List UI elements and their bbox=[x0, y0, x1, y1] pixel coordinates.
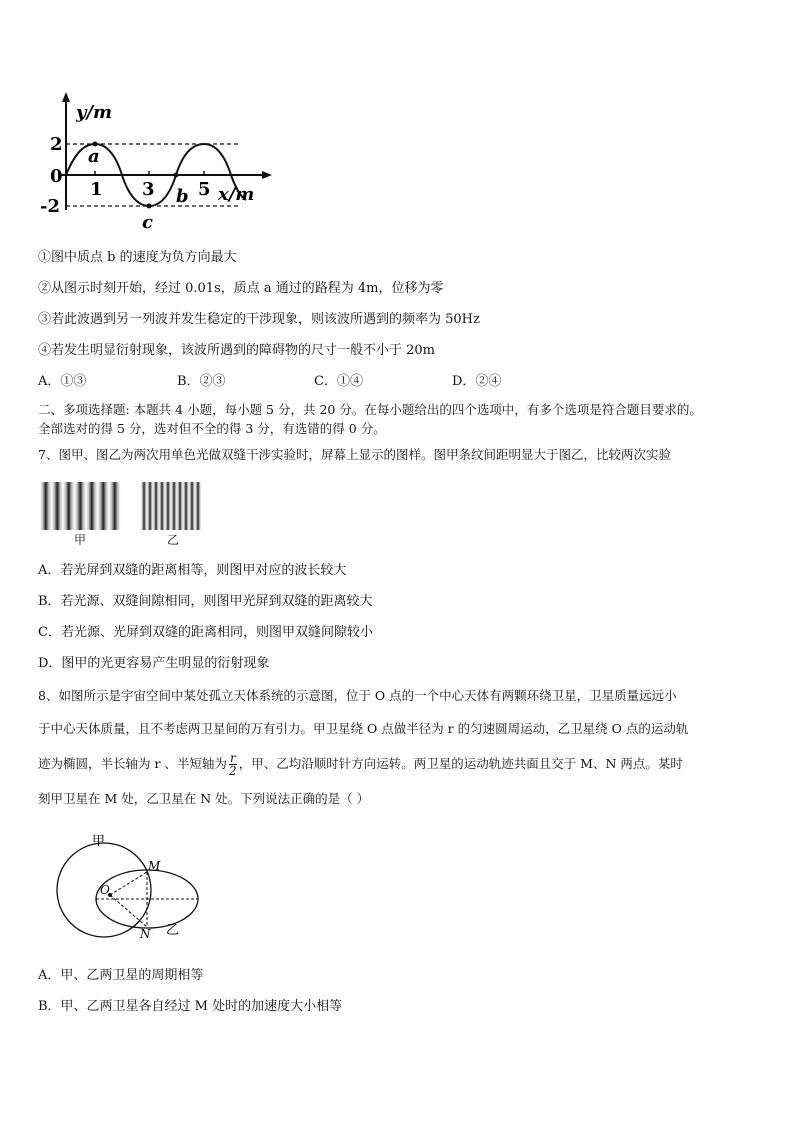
q8-option-b: B．甲、乙两卫星各自经过 M 处时的加速度大小相等 bbox=[38, 999, 343, 1014]
q6-statement-1: ①图中质点 b 的速度为负方向最大 bbox=[38, 250, 237, 265]
wave-figure bbox=[36, 92, 276, 232]
q6-option-b: B．②③ bbox=[177, 374, 226, 389]
y-tick-label-neg2: -2 bbox=[40, 196, 60, 217]
point-b-dot bbox=[174, 173, 179, 178]
point-b-label: b bbox=[176, 186, 189, 207]
y-axis-arrow bbox=[62, 92, 70, 102]
q6-statement-3: ③若此波遇到另一列波并发生稳定的干涉现象，则该波所遇到的频率为 50Hz bbox=[38, 312, 480, 327]
q8-stem-line3-part1: 迹为椭圆，半长轴为 r 、半短轴为 bbox=[38, 756, 227, 771]
point-c-dot bbox=[147, 204, 152, 209]
q8-stem-line3-part2: ，甲、乙均沿顺时针方向运转。两卫星的运动轨迹共面且交于 M、N 两点。某时 bbox=[238, 756, 683, 771]
q7-option-b: B．若光源、双缝间隙相同，则图甲光屏到双缝的距离较大 bbox=[38, 594, 373, 609]
fraction-denominator: 2 bbox=[228, 764, 237, 778]
point-N-label: N bbox=[140, 927, 151, 941]
y-tick-label-2: 2 bbox=[50, 134, 63, 155]
point-a-label: a bbox=[88, 146, 100, 167]
y-axis-label: y/m bbox=[76, 102, 113, 123]
x-axis-arrow bbox=[262, 171, 272, 179]
x-tick-label-5: 5 bbox=[198, 179, 211, 200]
y-tick-label-0: 0 bbox=[50, 166, 63, 187]
q6-option-c: C．①④ bbox=[314, 374, 363, 389]
point-M-label: M bbox=[148, 859, 161, 873]
q6-statement-2: ②从图示时刻开始，经过 0.01s，质点 a 通过的路程为 4m，位移为零 bbox=[38, 281, 444, 296]
pattern-label-jia: 甲 bbox=[74, 533, 87, 547]
section2-instructions-line2: 全部选对的得 5 分，选对但不全的得 3 分，有选错的得 0 分。 bbox=[38, 421, 386, 436]
x-tick-label-1: 1 bbox=[90, 179, 103, 200]
q7-option-d: D．图甲的光更容易产生明显的衍射现象 bbox=[38, 656, 270, 671]
q6-option-a: A．①③ bbox=[38, 374, 87, 389]
pattern-label-yi: 乙 bbox=[167, 533, 180, 547]
x-axis-label: x/m bbox=[218, 184, 255, 205]
point-O-label: O bbox=[100, 883, 110, 897]
fraction-r-over-2 bbox=[229, 752, 237, 777]
q7-option-c: C．若光源、光屏到双缝的距离相同，则图甲双缝间隙较小 bbox=[38, 625, 373, 640]
q7-option-a: A．若光屏到双缝的距离相等，则图甲对应的波长较大 bbox=[38, 563, 347, 578]
fraction-numerator: r bbox=[229, 751, 236, 765]
interference-pattern-yi bbox=[141, 482, 201, 530]
orbit-label-jia: 甲 bbox=[92, 834, 106, 849]
q6-statement-4: ④若发生明显衍射现象，该波所遇到的障碍物的尺寸一般不小于 20m bbox=[38, 343, 436, 358]
q8-stem-line4: 刻甲卫星在 M 处，乙卫星在 N 处。下列说法正确的是（ ） bbox=[38, 791, 370, 806]
section2-instructions-line1: 二、多项选择题: 本题共 4 小题，每小题 5 分，共 20 分。在每小题给出的四个选项中，有多个选项是符合题目要求的。 bbox=[38, 402, 702, 417]
orbit-label-yi: 乙 bbox=[166, 923, 180, 938]
x-tick-label-3: 3 bbox=[142, 179, 155, 200]
orbit-figure bbox=[50, 832, 210, 942]
q8-option-a: A．甲、乙两卫星的周期相等 bbox=[38, 968, 204, 983]
q6-option-d: D．②④ bbox=[452, 374, 502, 389]
interference-pattern-jia bbox=[40, 482, 122, 530]
q8-stem-line1: 8、如图所示是宇宙空间中某处孤立天体系统的示意图，位于 O 点的一个中心天体有两颗环绕卫星，卫星质量远远小 bbox=[38, 688, 677, 703]
q8-stem-line2: 于中心天体质量，且不考虑两卫星间的万有引力。甲卫星绕 O 点做半径为 r 的匀速圆周运动，乙卫星绕 O 点的运动轨 bbox=[38, 721, 689, 736]
q7-stem: 7、图甲、图乙为两次用单色光做双缝干涉实验时，屏幕上显示的图样。图甲条纹间距明显大于图乙，比较两次实验 bbox=[38, 447, 671, 462]
point-c-label: c bbox=[142, 212, 153, 232]
q8-stem-line3 bbox=[38, 752, 683, 777]
